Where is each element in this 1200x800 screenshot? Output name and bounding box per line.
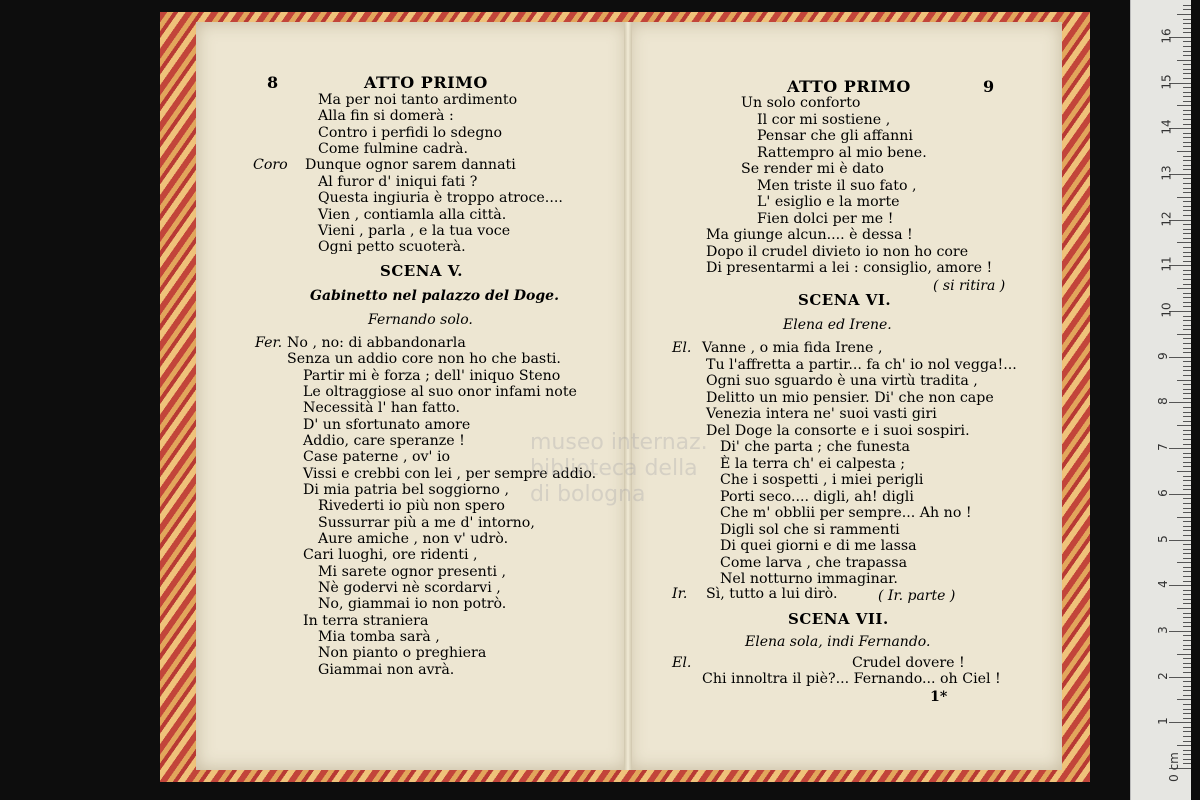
right-page-header: ATTO PRIMO (787, 77, 911, 96)
ruler-tick (1183, 686, 1191, 687)
verse-line: Vanne , o mia fida Irene , (702, 340, 883, 356)
ruler-number: 14 (1159, 119, 1174, 135)
ruler-tick (1183, 28, 1191, 29)
ruler-tick (1183, 649, 1191, 650)
ruler-tick (1169, 448, 1191, 449)
ruler-tick (1183, 457, 1191, 458)
ruler-tick (1183, 348, 1191, 349)
ruler-tick (1183, 489, 1191, 490)
ruler-tick (1183, 704, 1191, 705)
verse-line: Nè godervi nè scordarvi , (318, 580, 501, 596)
ruler-tick (1183, 398, 1191, 399)
ruler-tick (1183, 146, 1191, 147)
ruler-tick (1183, 741, 1191, 742)
ruler-number: 3 (1155, 626, 1170, 634)
ruler-tick (1183, 754, 1191, 755)
ruler-tick (1183, 352, 1191, 353)
verse-line: Ma per noi tanto ardimento (318, 92, 518, 108)
ruler-tick (1183, 421, 1191, 422)
ruler-tick (1177, 471, 1191, 472)
ruler-tick (1169, 357, 1191, 358)
speaker-label: Fer. (255, 335, 283, 351)
ruler-tick (1183, 439, 1191, 440)
ruler-tick (1183, 434, 1191, 435)
speaker-label: Coro (253, 157, 288, 173)
ruler-tick (1177, 517, 1191, 518)
ruler-tick (1177, 151, 1191, 152)
ruler-tick (1177, 334, 1191, 335)
ruler-tick (1183, 626, 1191, 627)
ruler-tick (1183, 279, 1191, 280)
ruler-tick (1183, 69, 1191, 70)
ruler-tick (1183, 142, 1191, 143)
verse-line: Come fulmine cadrà. (318, 141, 468, 157)
ruler-tick (1183, 622, 1191, 623)
ruler-tick (1183, 297, 1191, 298)
ruler-tick (1183, 284, 1191, 285)
ruler-tick (1183, 498, 1191, 499)
ruler-number: 10 (1159, 302, 1174, 318)
ruler-number: 13 (1159, 165, 1174, 181)
ruler-tick (1183, 274, 1191, 275)
verse-line: Un solo conforto (741, 95, 861, 111)
ruler-number: 15 (1159, 73, 1174, 90)
scene-title: SCENA VII. (788, 610, 889, 628)
ruler-number: 4 (1155, 580, 1170, 589)
verse-line: Vissi e crebbi con lei , per sempre addio. (303, 466, 597, 482)
ruler-tick (1183, 247, 1191, 248)
ruler-tick (1183, 224, 1191, 225)
verse-line: Del Doge la consorte e i suoi sospiri. (706, 423, 970, 439)
ruler-tick (1183, 713, 1191, 714)
verse-line: Vien , contiamla alla città. (318, 207, 507, 223)
ruler-tick (1183, 407, 1191, 408)
ruler-tick (1183, 590, 1191, 591)
ruler-tick (1183, 325, 1191, 326)
ruler-tick (1183, 370, 1191, 371)
ruler-tick (1183, 476, 1191, 477)
ruler-tick (1183, 640, 1191, 641)
scene-title: SCENA VI. (798, 291, 892, 309)
ruler-tick (1183, 23, 1191, 24)
ruler-tick (1183, 508, 1191, 509)
verse-line: Pensar che gli affanni (757, 128, 913, 144)
ruler-tick (1169, 540, 1191, 541)
ruler-tick (1183, 384, 1191, 385)
ruler-number: 11 (1159, 256, 1174, 272)
ruler-tick (1183, 165, 1191, 166)
ruler-tick (1183, 750, 1191, 751)
verse-line: Giammai non avrà. (318, 662, 455, 678)
ruler-tick (1183, 261, 1191, 262)
ruler-tick (1183, 64, 1191, 65)
watermark-line: biblioteca della (530, 456, 698, 481)
ruler-tick (1183, 444, 1191, 445)
ruler-tick (1183, 658, 1191, 659)
verse-line: Digli sol che si rammenti (720, 522, 900, 538)
watermark-line: di bologna (530, 482, 646, 507)
verse-line: Cari luoghi, ore ridenti , (303, 547, 478, 563)
left-page-number: 8 (267, 73, 279, 92)
stage-direction: ( si ritira ) (933, 278, 1006, 294)
ruler-tick (1183, 663, 1191, 664)
book-gutter (624, 22, 632, 770)
ruler-tick (1183, 238, 1191, 239)
ruler-tick (1183, 645, 1191, 646)
ruler-tick (1183, 133, 1191, 134)
verse-line: Mia tomba sarà , (318, 629, 440, 645)
verse-line: Contro i perfidi lo sdegno (318, 125, 503, 141)
verse-line: Addio, care speranze ! (303, 433, 465, 449)
ruler-tick (1183, 727, 1191, 728)
verse-line: No, giammai io non potrò. (318, 596, 507, 612)
ruler-tick (1183, 119, 1191, 120)
ruler-tick (1183, 41, 1191, 42)
ruler-label: 0 cm (1166, 752, 1181, 782)
ruler-tick (1177, 380, 1191, 381)
verse-line: Di mia patria bel soggiorno , (303, 482, 509, 498)
ruler-tick (1183, 320, 1191, 321)
ruler-tick (1183, 453, 1191, 454)
ruler-tick (1183, 293, 1191, 294)
ruler-tick (1183, 101, 1191, 102)
ruler-tick (1183, 87, 1191, 88)
speaker-label: Ir. (672, 586, 688, 602)
ruler-tick (1183, 512, 1191, 513)
ruler-tick (1183, 306, 1191, 307)
ruler-tick (1183, 485, 1191, 486)
ruler-tick (1183, 462, 1191, 463)
ruler-tick (1183, 183, 1191, 184)
verse-line: Ogni petto scuoterà. (318, 239, 466, 255)
verse-line: Le oltraggiose al suo onor infami note (303, 384, 577, 400)
ruler-tick (1183, 302, 1191, 303)
verse-line: Rattempro al mio bene. (757, 145, 927, 161)
ruler-tick (1183, 667, 1191, 668)
ruler-tick (1183, 521, 1191, 522)
scene-characters: Elena sola, indi Fernando. (745, 634, 931, 650)
ruler-tick (1183, 681, 1191, 682)
ruler-tick (1177, 288, 1191, 289)
speaker-label: El. (672, 340, 692, 356)
verse-line: Nel notturno immaginar. (720, 571, 898, 587)
ruler-tick (1177, 105, 1191, 106)
ruler-tick (1183, 526, 1191, 527)
verse-line: Crudel dovere ! (852, 655, 965, 671)
verse-line: D' un sfortunato amore (303, 417, 471, 433)
ruler-tick (1183, 46, 1191, 47)
ruler-tick (1183, 256, 1191, 257)
library-watermark (530, 430, 708, 508)
ruler-tick (1183, 188, 1191, 189)
verse-line: Non pianto o preghiera (318, 645, 487, 661)
ruler-tick (1183, 553, 1191, 554)
ruler-tick (1177, 14, 1191, 15)
ruler-tick (1177, 699, 1191, 700)
ruler-tick (1183, 567, 1191, 568)
ruler-tick (1183, 617, 1191, 618)
verse-line: In terra straniera (303, 613, 429, 629)
ruler-tick (1183, 690, 1191, 691)
ruler-tick (1183, 581, 1191, 582)
ruler-number: 8 (1155, 397, 1170, 406)
ruler-tick (1177, 562, 1191, 563)
ruler-tick (1169, 631, 1191, 632)
verse-line: Al furor d' iniqui fati ? (318, 174, 478, 190)
verse-line: Se render mi è dato (741, 161, 884, 177)
verse-line: Vieni , parla , e la tua voce (318, 223, 511, 239)
verse-line: Porti seco.... digli, ah! digli (720, 489, 914, 505)
ruler-tick (1183, 270, 1191, 271)
signature-mark: 1* (930, 689, 948, 705)
ruler-tick (1183, 338, 1191, 339)
ruler-tick (1183, 613, 1191, 614)
ruler-number: 7 (1155, 443, 1170, 451)
ruler-tick (1183, 169, 1191, 170)
ruler-tick (1183, 92, 1191, 93)
ruler-tick (1183, 635, 1191, 636)
ruler-tick (1183, 466, 1191, 467)
ruler-tick (1183, 763, 1191, 764)
ruler-tick (1183, 114, 1191, 115)
ruler-tick (1183, 736, 1191, 737)
ruler-tick (1177, 654, 1191, 655)
ruler-number: 5 (1155, 534, 1170, 543)
verse-line: Fien dolci per me ! (757, 211, 894, 227)
ruler-tick (1183, 759, 1191, 760)
ruler-tick (1183, 252, 1191, 253)
verse-line: Venezia intera ne' suoi vasti giri (706, 406, 937, 422)
ruler-tick (1177, 197, 1191, 198)
ruler-tick (1183, 156, 1191, 157)
verse-line: Tu l'affretta a partir... fa ch' io nol vegga!... (706, 357, 1017, 373)
ruler-tick (1183, 535, 1191, 536)
scene-title: SCENA V. (380, 262, 464, 280)
ruler-number: 2 (1155, 671, 1170, 680)
ruler-tick (1183, 51, 1191, 52)
ruler-number: 16 (1159, 28, 1174, 44)
verse-line: Chi innoltra il piè?... Fernando... oh Ciel ! (702, 671, 1001, 687)
ruler-tick (1183, 695, 1191, 696)
verse-line: Che m' obblii per sempre... Ah no ! (720, 505, 972, 521)
ruler-tick (1183, 672, 1191, 673)
verse-line: Dopo il crudel divieto io non ho core (706, 244, 969, 260)
ruler-tick (1183, 366, 1191, 367)
verse-line: Partir mi è forza ; dell' iniquo Steno (303, 368, 561, 384)
verse-line: Di quei giorni e di me lassa (720, 538, 917, 554)
ruler-tick (1177, 745, 1191, 746)
ruler-tick (1183, 480, 1191, 481)
verse-line: Di presentarmi a lei : consiglio, amore ! (706, 260, 993, 276)
left-page-header: ATTO PRIMO (364, 73, 488, 92)
verse-line: Rivederti io più non spero (318, 498, 505, 514)
ruler-tick (1183, 361, 1191, 362)
ruler-tick (1183, 731, 1191, 732)
verse-line: Alla fin si domerà : (318, 108, 454, 124)
ruler-tick (1183, 233, 1191, 234)
ruler-tick (1183, 201, 1191, 202)
verse-line: Dunque ognor sarem dannati (305, 157, 516, 173)
ruler-tick (1183, 210, 1191, 211)
ruler-tick (1183, 73, 1191, 74)
ruler-tick (1169, 677, 1191, 678)
ruler-tick (1183, 558, 1191, 559)
verse-line: Sì, tutto a lui dirò. (706, 586, 838, 602)
verse-line: No , no: di abbandonarla (287, 335, 466, 351)
verse-line: Mi sarete ognor presenti , (318, 564, 507, 580)
ruler-tick (1169, 585, 1191, 586)
verse-line: Ogni suo sguardo è una virtù tradita , (706, 373, 978, 389)
ruler-tick (1183, 576, 1191, 577)
scene-characters: Elena ed Irene. (783, 317, 892, 333)
ruler-tick (1183, 530, 1191, 531)
ruler-tick (1183, 55, 1191, 56)
ruler-number: 1 (1155, 717, 1170, 726)
ruler-tick (1169, 402, 1191, 403)
verse-line: Necessità l' han fatto. (303, 400, 461, 416)
scene-characters: Fernando solo. (368, 312, 473, 328)
verse-line: Questa ingiuria è troppo atroce.... (318, 190, 563, 206)
ruler-tick (1183, 192, 1191, 193)
ruler-tick (1169, 722, 1191, 723)
ruler-number: 9 (1155, 351, 1170, 360)
ruler-tick (1183, 215, 1191, 216)
ruler-tick (1177, 242, 1191, 243)
ruler-tick (1183, 549, 1191, 550)
ruler-tick (1183, 594, 1191, 595)
verse-line: È la terra ch' ei calpesta ; (720, 456, 906, 472)
ruler-tick (1183, 343, 1191, 344)
verse-line: Che i sospetti , i miei perigli (720, 472, 924, 488)
ruler-tick (1183, 412, 1191, 413)
ruler-tick (1183, 137, 1191, 138)
ruler-tick (1177, 425, 1191, 426)
ruler-tick (1183, 393, 1191, 394)
ruler-tick (1183, 571, 1191, 572)
verse-line: Delitto un mio pensier. Di' che non cape (706, 390, 994, 406)
verse-line: L' esiglio e la morte (757, 194, 900, 210)
ruler-number: 6 (1155, 488, 1170, 497)
ruler-tick (1177, 608, 1191, 609)
ruler-tick (1183, 389, 1191, 390)
ruler-tick (1183, 32, 1191, 33)
ruler-tick (1183, 19, 1191, 20)
ruler-tick (1183, 229, 1191, 230)
verse-line: Di' che parta ; che funesta (720, 439, 910, 455)
ruler-tick (1183, 78, 1191, 79)
ruler-tick (1183, 9, 1191, 10)
ruler-tick (1183, 160, 1191, 161)
ruler-tick (1183, 430, 1191, 431)
ruler-tick (1183, 544, 1191, 545)
ruler-tick (1183, 599, 1191, 600)
ruler-number: 12 (1159, 210, 1174, 227)
ruler-tick (1183, 96, 1191, 97)
verse-line: Come larva , che trapassa (720, 555, 908, 571)
ruler-tick (1183, 124, 1191, 125)
right-page-number: 9 (983, 77, 995, 96)
ruler-tick (1183, 375, 1191, 376)
ruler-tick (1183, 603, 1191, 604)
watermark-line: museo internaz. (530, 430, 708, 455)
ruler-tick (1183, 329, 1191, 330)
ruler-tick (1183, 718, 1191, 719)
verse-line: Senza un addio core non ho che basti. (287, 351, 561, 367)
ruler-tick (1183, 178, 1191, 179)
verse-line: Men triste il suo fato , (757, 178, 917, 194)
verse-line: Case paterne , ov' io (303, 449, 451, 465)
stage-direction: ( Ir. parte ) (878, 588, 956, 604)
ruler-tick (1183, 206, 1191, 207)
ruler-tick (1169, 494, 1191, 495)
ruler-tick (1183, 709, 1191, 710)
verse-line: Il cor mi sostiene , (757, 112, 891, 128)
measuring-ruler (1130, 0, 1191, 800)
verse-line: Aure amiche , non v' udrò. (318, 531, 509, 547)
ruler-tick (1183, 503, 1191, 504)
verse-line: Sussurrar più a me d' intorno, (318, 515, 535, 531)
ruler-tick (1183, 110, 1191, 111)
ruler-tick (1183, 316, 1191, 317)
ruler-tick (1177, 60, 1191, 61)
ruler-tick (1183, 416, 1191, 417)
ruler-tick (1183, 5, 1191, 6)
verse-line: Ma giunge alcun.... è dessa ! (706, 227, 913, 243)
scene-setting: Gabinetto nel palazzo del Doge. (310, 288, 559, 304)
speaker-label: El. (672, 655, 692, 671)
